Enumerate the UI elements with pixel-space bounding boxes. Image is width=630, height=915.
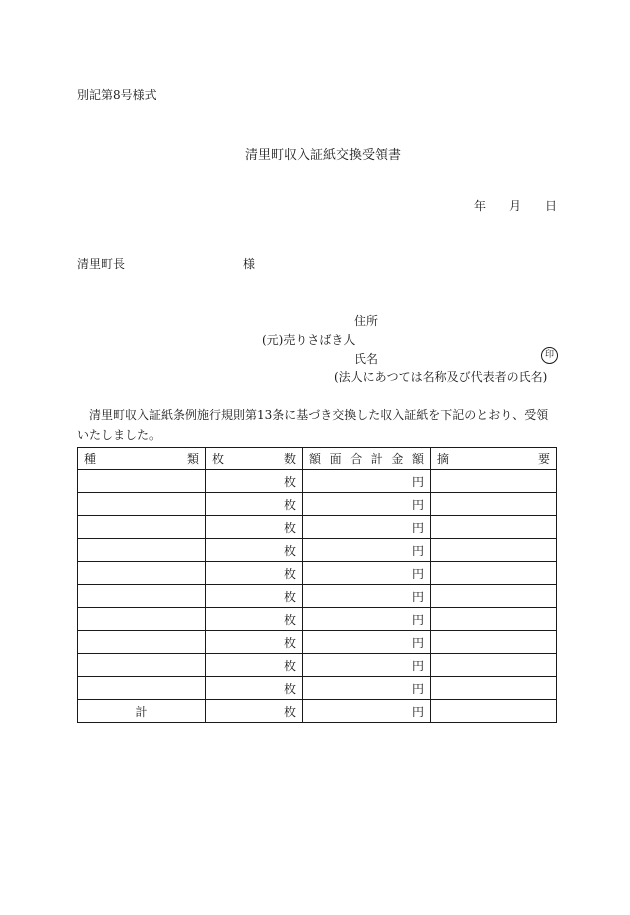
header-amount-char: 計 [370,452,383,466]
header-amount [303,448,431,470]
body-text: 清里町収入証紙条例施行規則第13条に基づき交換した収入証紙を下記のとおり、受領いたしました。 [77,408,549,442]
table-row [78,539,557,562]
count-unit-cell: 枚 [206,654,303,677]
remarks-cell [431,608,557,631]
table-row [78,516,557,539]
count-unit-cell: 枚 [206,470,303,493]
header-amount-char: 額 [309,452,322,466]
count-unit-cell: 枚 [206,631,303,654]
header-type-char: 種 [84,452,97,466]
count-unit-cell: 枚 [206,539,303,562]
table-total-row [78,700,557,723]
table-row [78,631,557,654]
header-amount-char: 合 [350,452,363,466]
type-cell [78,677,206,700]
remarks-cell [431,493,557,516]
remarks-cell [431,539,557,562]
remarks-cell [431,654,557,677]
addressee-mayor: 清里町長 [77,257,126,271]
header-remarks [431,448,557,470]
amount-unit-cell: 円 [303,493,431,516]
type-cell [78,562,206,585]
amount-unit-cell: 円 [303,539,431,562]
remarks-cell [431,562,557,585]
amount-unit-cell: 円 [303,562,431,585]
count-unit-cell: 枚 [206,516,303,539]
count-unit-cell: 枚 [206,493,303,516]
count-unit-cell: 枚 [206,677,303,700]
table-row [78,562,557,585]
type-cell [78,470,206,493]
date-day-label: 日 [545,199,558,213]
header-remarks-char: 摘 [437,452,450,466]
header-type-char: 類 [186,452,199,466]
type-cell [78,516,206,539]
type-cell [78,608,206,631]
type-cell [78,493,206,516]
address-label: 住所 [354,314,379,328]
seller-label: (元)売りさばき人 [262,333,356,347]
header-type [78,448,206,470]
count-unit-cell: 枚 [206,562,303,585]
amount-unit-cell: 円 [303,585,431,608]
addressee-honorific: 様 [243,257,256,271]
header-count-char: 枚 [212,452,225,466]
header-count [206,448,303,470]
header-remarks-char: 要 [537,452,550,466]
header-amount-char: 面 [329,452,342,466]
amount-unit-cell: 円 [303,654,431,677]
table-row [78,585,557,608]
name-note: (法人にあつては名称及び代表者の氏名) [334,370,548,384]
remarks-cell [431,470,557,493]
seal-mark: 印 [541,347,558,364]
remarks-cell [431,677,557,700]
type-cell [78,654,206,677]
table-row [78,493,557,516]
header-amount-char: 金 [391,452,404,466]
table-row [78,654,557,677]
header-count-char: 数 [283,452,296,466]
amount-unit-cell: 円 [303,677,431,700]
type-cell [78,631,206,654]
amount-unit-cell: 円 [303,470,431,493]
date-month-label: 月 [509,199,522,213]
document-title: 清里町収入証紙交換受領書 [245,148,402,163]
count-unit-cell: 枚 [206,700,303,723]
remarks-cell [431,700,557,723]
type-cell [78,539,206,562]
header-amount-char: 額 [411,452,424,466]
form-label: 別記第8号様式 [77,88,157,102]
amount-unit-cell: 円 [303,631,431,654]
remarks-cell [431,585,557,608]
stamp-table [77,447,557,723]
table-header-row [78,448,557,470]
table-row [78,470,557,493]
table-row [78,677,557,700]
amount-unit-cell: 円 [303,608,431,631]
name-label: 氏名 [354,352,379,366]
remarks-cell [431,631,557,654]
date-year-label: 年 [474,199,487,213]
table-row [78,608,557,631]
amount-unit-cell: 円 [303,516,431,539]
count-unit-cell: 枚 [206,585,303,608]
remarks-cell [431,516,557,539]
amount-unit-cell: 円 [303,700,431,723]
type-cell [78,585,206,608]
count-unit-cell: 枚 [206,608,303,631]
total-label-cell: 計 [78,700,206,723]
